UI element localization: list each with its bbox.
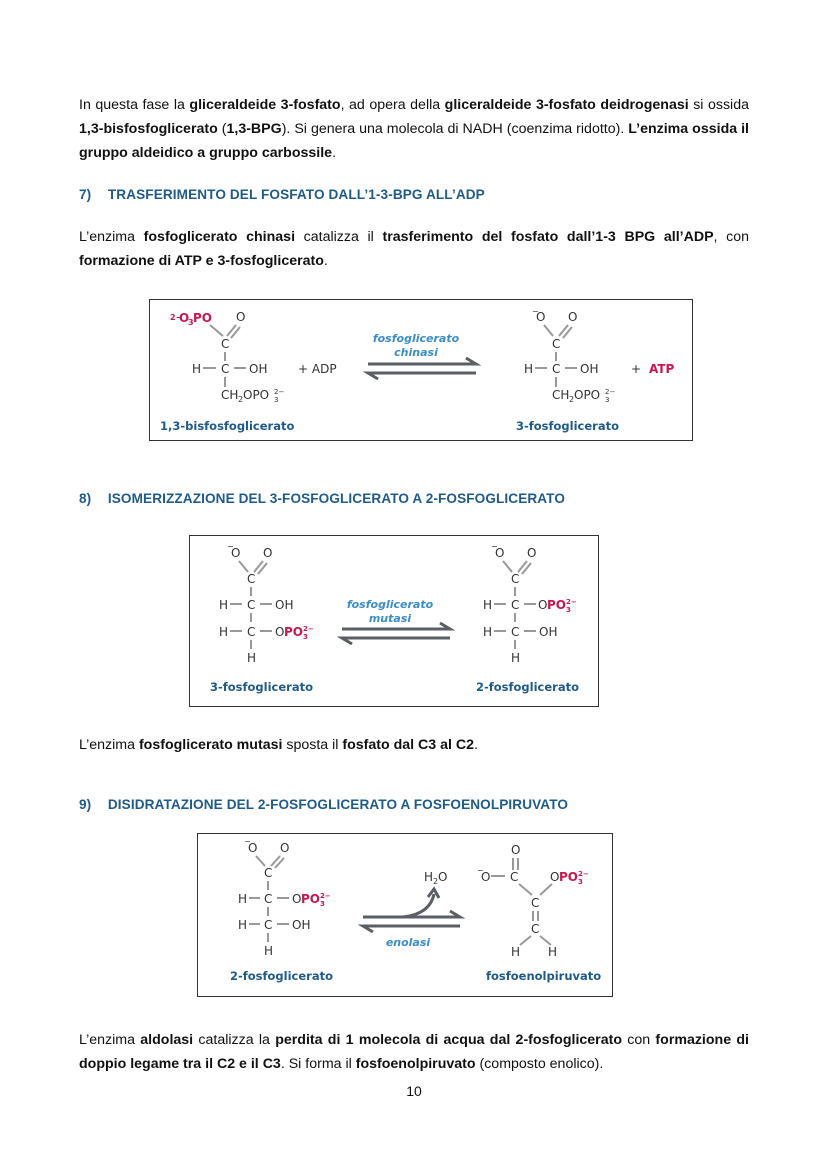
svg-text:H: H (524, 362, 534, 376)
svg-text:H: H (238, 892, 248, 906)
svg-text:2−: 2− (170, 313, 183, 322)
section-number: 7) (79, 187, 92, 202)
svg-text:−: − (244, 837, 251, 846)
reaction-diagram (198, 834, 612, 996)
svg-text:OPO: OPO (574, 388, 601, 402)
text: catalizza la (193, 1032, 276, 1048)
svg-text:C: C (247, 625, 256, 639)
text: sposta il (282, 737, 343, 753)
text: . Si forma il (280, 1056, 356, 1072)
svg-text:2−: 2− (605, 388, 616, 396)
svg-text:mutasi: mutasi (368, 612, 412, 625)
svg-text:O: O (248, 841, 258, 855)
section-7-paragraph (79, 225, 749, 273)
svg-text:3: 3 (188, 318, 194, 327)
svg-text:−: − (491, 542, 498, 551)
svg-text:CH: CH (221, 388, 239, 402)
bold-text: fosfoenolpiruvato (355, 1056, 476, 1072)
svg-text:−: − (532, 307, 539, 316)
svg-text:3-fosfoglicerato: 3-fosfoglicerato (210, 680, 313, 694)
svg-text:O: O (568, 310, 578, 324)
molecule-2-fosfoglicerato (476, 542, 579, 694)
svg-text:OH: OH (292, 918, 311, 932)
svg-text:O: O (236, 310, 246, 324)
text: . (332, 145, 337, 161)
section-8-heading (79, 491, 565, 506)
svg-text:O: O (536, 310, 546, 324)
svg-text:O: O (280, 841, 290, 855)
svg-text:H: H (483, 625, 493, 639)
svg-text:H: H (548, 945, 558, 959)
svg-text:PO: PO (547, 598, 566, 612)
section-title: TRASFERIMENTO DEL FOSFATO DALL’1-3-BPG ALL’ADP (107, 187, 485, 202)
svg-text:H: H (247, 651, 257, 665)
svg-text:enolasi: enolasi (385, 936, 431, 949)
svg-text:2−: 2− (320, 892, 331, 900)
svg-text:2−: 2− (578, 870, 589, 878)
section-9-heading (79, 797, 568, 812)
svg-text:OH: OH (275, 598, 294, 612)
reaction-diagram (150, 300, 692, 440)
text: si ossida (688, 97, 749, 113)
molecule-fosfoenolpiruvato (477, 843, 601, 983)
water-label: H (424, 870, 434, 884)
svg-text:2-fosfoglicerato: 2-fosfoglicerato (230, 969, 333, 983)
section-title: DISIDRATAZIONE DEL 2-FOSFOGLICERATO A FOSFOENOLPIRUVATO (107, 797, 569, 812)
svg-text:CH: CH (552, 388, 570, 402)
svg-text:C: C (511, 598, 520, 612)
svg-text:C: C (510, 870, 519, 884)
svg-text:O: O (263, 546, 273, 560)
molecule-3-fosfoglicerato (516, 307, 619, 433)
text: , con (713, 229, 750, 245)
text: ( (217, 121, 227, 137)
svg-text:C: C (552, 362, 561, 376)
svg-text:C: C (221, 362, 230, 376)
svg-text:H: H (219, 625, 229, 639)
svg-text:C: C (221, 337, 230, 351)
svg-text:fosfoglicerato: fosfoglicerato (346, 598, 434, 611)
section-number: 9) (79, 797, 92, 812)
svg-text:3: 3 (578, 878, 583, 886)
text: (composto enolico). (475, 1056, 604, 1072)
section-9-paragraph (79, 1028, 749, 1076)
svg-text:2−: 2− (566, 598, 577, 606)
reaction-figure-9 (197, 833, 613, 997)
bold-text: gliceraldeide 3-fosfato (189, 97, 341, 113)
svg-text:H: H (511, 945, 521, 959)
text: In questa fase la (79, 97, 190, 113)
svg-text:PO: PO (301, 892, 320, 906)
bold-text: L’enzima ossida il gruppo aldeidico a gruppo carbossile (79, 121, 749, 161)
page-number: 10 (406, 1083, 422, 1099)
svg-text:O: O (495, 546, 505, 560)
bold-text: gliceraldeide 3-fosfato deidrogenasi (444, 97, 689, 113)
text: con (621, 1032, 656, 1048)
svg-text:2−: 2− (303, 625, 314, 633)
svg-text:3: 3 (274, 396, 279, 404)
bold-text: trasferimento del fosfato dall’1-3 BPG all’ADP (382, 229, 714, 245)
svg-text:fosfoenolpiruvato: fosfoenolpiruvato (486, 969, 602, 983)
svg-text:3: 3 (605, 396, 610, 404)
svg-text:2: 2 (433, 877, 439, 886)
section-number: 8) (79, 491, 92, 506)
svg-text:H: H (219, 598, 229, 612)
svg-text:H: H (511, 651, 521, 665)
intro-paragraph (79, 93, 749, 165)
svg-text:H: H (238, 918, 248, 932)
svg-text:O: O (438, 870, 448, 884)
text: L’enzima (79, 229, 144, 245)
svg-text:fosfoglicerato: fosfoglicerato (372, 332, 460, 345)
adp-label: + ADP (298, 362, 337, 376)
bold-text: fosfoglicerato mutasi (138, 737, 283, 753)
svg-text:O: O (275, 625, 285, 639)
svg-text:2: 2 (238, 395, 244, 404)
svg-text:O: O (538, 598, 548, 612)
svg-text:3: 3 (320, 900, 325, 908)
text: catalizza il (295, 229, 383, 245)
svg-text:C: C (531, 922, 540, 936)
bold-text: fosfato dal C3 al C2 (342, 737, 475, 753)
svg-text:−: − (477, 866, 484, 875)
molecule-1-3-bisfosfoglicerato (160, 310, 294, 433)
svg-text:OPO: OPO (243, 388, 270, 402)
svg-text:1,3-bisfosfoglicerato: 1,3-bisfosfoglicerato (160, 419, 295, 433)
text: . (474, 737, 478, 753)
svg-text:C: C (264, 866, 273, 880)
svg-text:C: C (247, 598, 256, 612)
svg-text:O: O (527, 546, 537, 560)
svg-text:H: H (264, 944, 274, 958)
text: ). Si genera una molecola di NADH (coenzima ridotto). (281, 121, 629, 137)
text: L’enzima (79, 1032, 141, 1048)
svg-text:2: 2 (569, 395, 575, 404)
section-8-paragraph (79, 733, 749, 757)
reaction-figure-8 (189, 535, 599, 707)
svg-text:C: C (247, 572, 256, 586)
section-7-heading (79, 187, 485, 202)
svg-text:C: C (511, 572, 520, 586)
equilibrium-arrow-icon (342, 623, 450, 644)
svg-text:O: O (511, 843, 521, 857)
text: , ad opera della (340, 97, 445, 113)
svg-text:H: H (483, 598, 493, 612)
svg-text:2-fosfoglicerato: 2-fosfoglicerato (476, 680, 579, 694)
svg-text:O: O (481, 870, 491, 884)
svg-text:OH: OH (539, 625, 558, 639)
bold-text: fosfoglicerato chinasi (143, 229, 296, 245)
svg-text:O: O (179, 311, 190, 325)
reaction-diagram (190, 536, 598, 706)
bold-text: perdita di 1 molecola di acqua dal 2-fosfoglicerato (275, 1032, 622, 1048)
svg-text:OH: OH (580, 362, 599, 376)
atp-label: ATP (649, 362, 675, 376)
bold-text: formazione di doppio legame tra il C2 e il C3 (79, 1032, 749, 1072)
bold-text: 1,3-bisfosfoglicerato (79, 121, 218, 137)
svg-text:C: C (552, 337, 561, 351)
text: . (323, 253, 328, 269)
svg-text:−: − (227, 542, 234, 551)
svg-text:chinasi: chinasi (394, 346, 438, 359)
molecule-3-fosfoglicerato (210, 542, 314, 694)
bold-text: aldolasi (140, 1032, 194, 1048)
svg-text:C: C (531, 896, 540, 910)
dehydration-arrow-icon (363, 889, 460, 932)
svg-text:3: 3 (566, 606, 571, 614)
svg-text:O: O (550, 870, 560, 884)
bold-text: formazione di ATP e 3-fosfoglicerato (79, 253, 324, 269)
reaction-figure-7 (149, 299, 693, 441)
svg-text:+: + (631, 362, 642, 376)
text: L’enzima (79, 737, 139, 753)
section-title: ISOMERIZZAZIONE DEL 3-FOSFOGLICERATO A 2-FOSFOGLICERATO (107, 491, 566, 506)
svg-text:O: O (231, 546, 241, 560)
equilibrium-arrow-icon (368, 358, 476, 379)
bold-text: 1,3-BPG (226, 121, 282, 137)
svg-text:3-fosfoglicerato: 3-fosfoglicerato (516, 419, 619, 433)
svg-text:C: C (264, 892, 273, 906)
svg-text:3: 3 (303, 633, 308, 641)
svg-text:O: O (292, 892, 302, 906)
svg-text:PO: PO (193, 311, 212, 325)
svg-text:PO: PO (284, 625, 303, 639)
svg-text:OH: OH (249, 362, 268, 376)
molecule-2-fosfoglicerato (230, 837, 333, 983)
svg-text:PO: PO (559, 870, 578, 884)
svg-text:2−: 2− (274, 388, 285, 396)
svg-text:C: C (264, 918, 273, 932)
svg-text:H: H (192, 362, 202, 376)
svg-text:C: C (511, 625, 520, 639)
